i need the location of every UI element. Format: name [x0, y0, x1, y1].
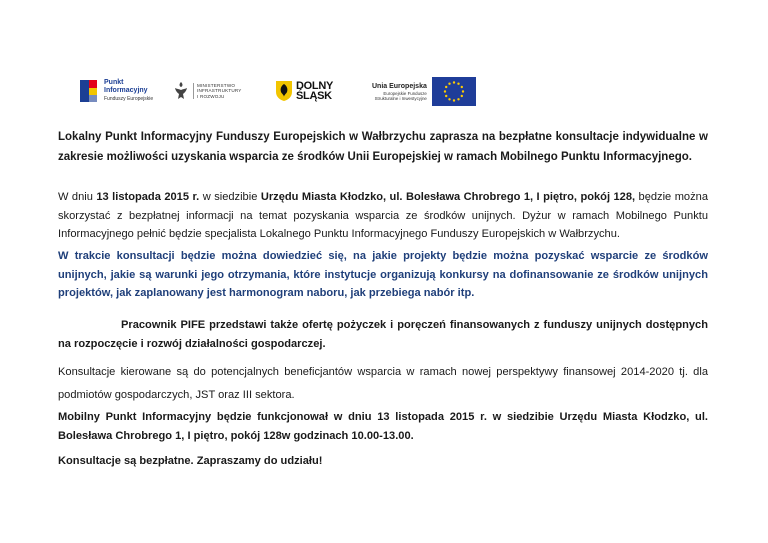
- details-text-c: będzie można skorzystać z bezpłatnej informacji na temat pozyskania wsparcia ze środków unijnych. Dyżur w ramach Mobilnego Punktu Informacyjnego pełnić będzie specjalista Lokalnego Punktu Informacyjnego Funduszy Europejskich w Wałbrzychu.: [58, 191, 708, 240]
- logo-strip: [0, 76, 768, 106]
- details-date: 13 listopada 2015 r.: [96, 191, 200, 203]
- eagle-emblem-icon: [173, 80, 189, 102]
- eu-flag-icon: [432, 77, 476, 106]
- punkt-line2: Informacyjny: [104, 87, 148, 94]
- details-place: Urzędu Miasta Kłodzko, ul. Bolesława Chrobrego 1, I piętro, pokój 128,: [260, 191, 636, 203]
- dolny-line2: ŚLĄSK: [296, 90, 332, 102]
- ministerstwo-line2: INFRASTRUKTURY: [197, 88, 242, 94]
- pife-offer-text: Pracownik PIFE przedstawi także ofertę pożyczek i poręczeń finansowanych z funduszy unijnych dostępnych na rozpoczęcie i rozwój działalności gospodarczej.: [58, 319, 708, 350]
- intro-paragraph: Lokalny Punkt Informacyjny Funduszy Europejskich w Wałbrzychu zaprasza na bezpłatne konsultacje indywidualne w zakresie możliwości uzyskania wsparcia ze środków Unii Europejskiej w ramach Mobilnego Punktu Informacyjnego.: [58, 131, 708, 163]
- ue-title: Unia Europejska: [372, 82, 427, 90]
- closing-paragraph: Konsultacje są bezpłatne. Zapraszamy do udziału!: [58, 455, 323, 467]
- punkt-informacyjny-logo: [80, 76, 153, 106]
- details-text-b: w siedzibie: [199, 191, 261, 203]
- ministerstwo-line3: I ROZWOJU: [197, 93, 225, 99]
- ue-sub1: Europejskie Fundusze: [383, 90, 427, 96]
- unia-europejska-logo: [372, 76, 476, 106]
- ministerstwo-logo: [173, 76, 242, 106]
- schedule-paragraph: Mobilny Punkt Informacyjny będzie funkcjonował w dniu 13 listopada 2015 r. w siedzibie Urzędu Miasta Kłodzko, ul. Bolesława Chrobrego 1, I piętro, pokój 128w godzinach 10.00-13.00.: [58, 411, 708, 442]
- punkt-line3: Funduszy Europejskie: [104, 96, 154, 102]
- dolny-slask-logo: [275, 76, 333, 106]
- dolny-slask-shield-icon: [275, 80, 293, 102]
- target-audience-paragraph: Konsultacje kierowane są do potencjalnych beneficjantów wsparcia w ramach nowej perspektywy finansowej 2014-2020 tj. dla podmiotów gospodarczych, JST oraz III sektora.: [58, 366, 708, 401]
- ue-sub2: Strukturalne i Inwestycyjne: [374, 95, 427, 101]
- details-paragraph: [58, 188, 708, 244]
- dolny-line1: DOLNY: [296, 80, 334, 92]
- ministerstwo-line1: MINISTERSTWO: [197, 82, 236, 88]
- consultation-topics-paragraph: W trakcie konsultacji będzie można dowiedzieć się, na jakie projekty będzie można pozyskać wsparcie ze środków unijnych, jakie są warunki jego otrzymania, które instytucje organizują konkursy na dofinansowanie ze środków unijnych projektów, jak zaplanowany jest harmonogram naboru, jak przebiega nabór itp.: [58, 250, 708, 299]
- punkt-informacyjny-mark-icon: [80, 78, 100, 104]
- details-text-a: W dniu: [58, 191, 97, 203]
- pife-offer-paragraph: [58, 316, 708, 353]
- punkt-line1: Punkt: [104, 79, 124, 86]
